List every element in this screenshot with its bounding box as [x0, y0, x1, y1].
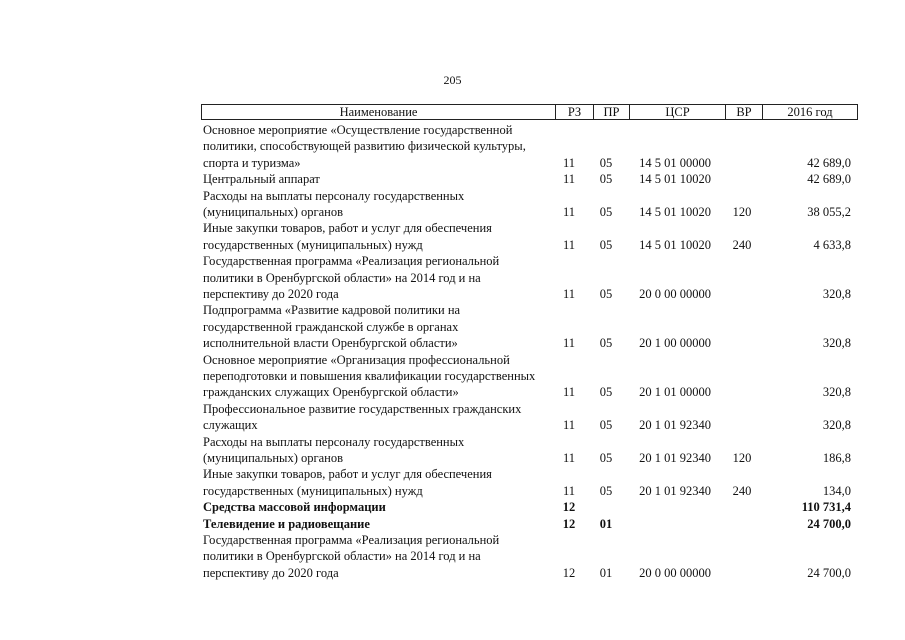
row-amount: 24 700,0	[807, 516, 851, 531]
row-name: Основное мероприятие «Осуществление государственной политики, способствующей развитию физической культуры, спорта и туризма»	[203, 123, 526, 170]
row-csr: 20 0 00 00000	[639, 565, 711, 580]
row-rz: 11	[562, 450, 576, 465]
row-rz: 12	[562, 500, 576, 515]
row-rz: 11	[562, 385, 576, 400]
row-vr: 120	[732, 204, 752, 219]
row-pr: 05	[599, 155, 613, 170]
row-vr: 120	[732, 450, 752, 465]
row-pr: 05	[599, 483, 613, 498]
row-rz: 11	[562, 237, 576, 252]
row-pr: 01	[599, 565, 613, 580]
table-row	[0, 532, 905, 581]
row-amount: 38 055,2	[807, 204, 851, 219]
row-amount: 186,8	[822, 450, 851, 465]
row-amount: 42 689,0	[807, 172, 851, 187]
row-pr: 05	[599, 450, 613, 465]
table-row	[0, 516, 905, 532]
row-csr: 20 1 00 00000	[639, 336, 711, 351]
row-rz: 11	[562, 155, 576, 170]
row-amount: 320,8	[822, 336, 851, 351]
row-vr: 240	[732, 237, 752, 252]
row-pr: 05	[599, 204, 613, 219]
row-rz: 11	[562, 204, 576, 219]
table-row	[0, 188, 905, 221]
row-amount: 42 689,0	[807, 155, 851, 170]
page-number: 205	[443, 73, 462, 87]
header-name: Наименование	[339, 105, 418, 119]
row-amount: 24 700,0	[807, 565, 851, 580]
row-csr: 14 5 01 10020	[639, 172, 711, 187]
row-rz: 11	[562, 172, 576, 187]
row-csr: 20 1 01 92340	[639, 483, 711, 498]
header-year: 2016 год	[762, 105, 857, 119]
header-vr: ВР	[725, 105, 762, 119]
row-pr: 01	[599, 516, 613, 531]
row-name: Телевидение и радиовещание	[203, 516, 370, 531]
row-amount: 320,8	[822, 418, 851, 433]
row-pr: 05	[599, 418, 613, 433]
table-row	[0, 499, 905, 515]
row-pr: 05	[599, 237, 613, 252]
row-rz: 11	[562, 336, 576, 351]
row-pr: 05	[599, 385, 613, 400]
row-csr: 14 5 01 00000	[639, 155, 711, 170]
row-pr: 05	[599, 172, 613, 187]
row-name: Государственная программа «Реализация региональной политики в Оренбургской области» на 2014 год и на перспективу до 2020 года	[203, 532, 500, 580]
row-name: Центральный аппарат	[203, 172, 320, 187]
table-row	[0, 302, 905, 351]
row-name: Профессиональное развитие государственных гражданских служащих	[203, 401, 522, 433]
row-amount: 134,0	[822, 483, 851, 498]
table-row	[0, 434, 905, 467]
row-vr: 240	[732, 483, 752, 498]
row-csr: 20 1 01 92340	[639, 418, 711, 433]
table-row	[0, 122, 905, 171]
row-name: Государственная программа «Реализация региональной политики в Оренбургской области» на 2014 год и на перспективу до 2020 года	[203, 254, 500, 301]
table-row	[0, 401, 905, 434]
row-pr: 05	[599, 286, 613, 301]
row-name: Расходы на выплаты персоналу государственных (муниципальных) органов	[203, 434, 465, 465]
table-row	[0, 220, 905, 253]
row-name: Основное мероприятие «Организация профессиональной переподготовки и повышения квалификации государственных гражданских служащих Оренбургской области»	[203, 352, 536, 400]
row-rz: 11	[562, 418, 576, 433]
row-pr: 05	[599, 336, 613, 351]
row-csr: 14 5 01 10020	[639, 204, 711, 219]
header-csr: ЦСР	[629, 105, 725, 119]
header-pr: ПР	[593, 105, 629, 119]
table-row	[0, 466, 905, 499]
table-body	[0, 122, 905, 581]
row-csr: 14 5 01 10020	[639, 237, 711, 252]
row-amount: 4 633,8	[813, 237, 851, 252]
row-rz: 11	[562, 483, 576, 498]
table-row	[0, 253, 905, 302]
row-name: Подпрограмма «Развитие кадровой политики на государственной гражданской службе в органах исполнительной власти Оренбургской области»	[203, 303, 461, 351]
table-header	[201, 104, 858, 120]
row-amount: 320,8	[822, 385, 851, 400]
row-name: Расходы на выплаты персоналу государственных (муниципальных) органов	[203, 188, 465, 219]
row-rz: 12	[562, 565, 576, 580]
row-amount: 320,8	[822, 286, 851, 301]
row-csr: 20 1 01 00000	[639, 385, 711, 400]
row-name: Иные закупки товаров, работ и услуг для обеспечения государственных (муниципальных) нужд	[203, 467, 492, 498]
table-row	[0, 352, 905, 401]
row-csr: 20 1 01 92340	[639, 450, 711, 465]
table-row	[0, 171, 905, 187]
row-csr: 20 0 00 00000	[639, 286, 711, 301]
row-amount: 110 731,4	[801, 500, 851, 515]
row-name: Средства массовой информации	[203, 500, 386, 515]
row-rz: 11	[562, 286, 576, 301]
row-name: Иные закупки товаров, работ и услуг для обеспечения государственных (муниципальных) нужд	[203, 221, 492, 252]
header-rz: РЗ	[555, 105, 593, 119]
row-rz: 12	[562, 516, 576, 531]
